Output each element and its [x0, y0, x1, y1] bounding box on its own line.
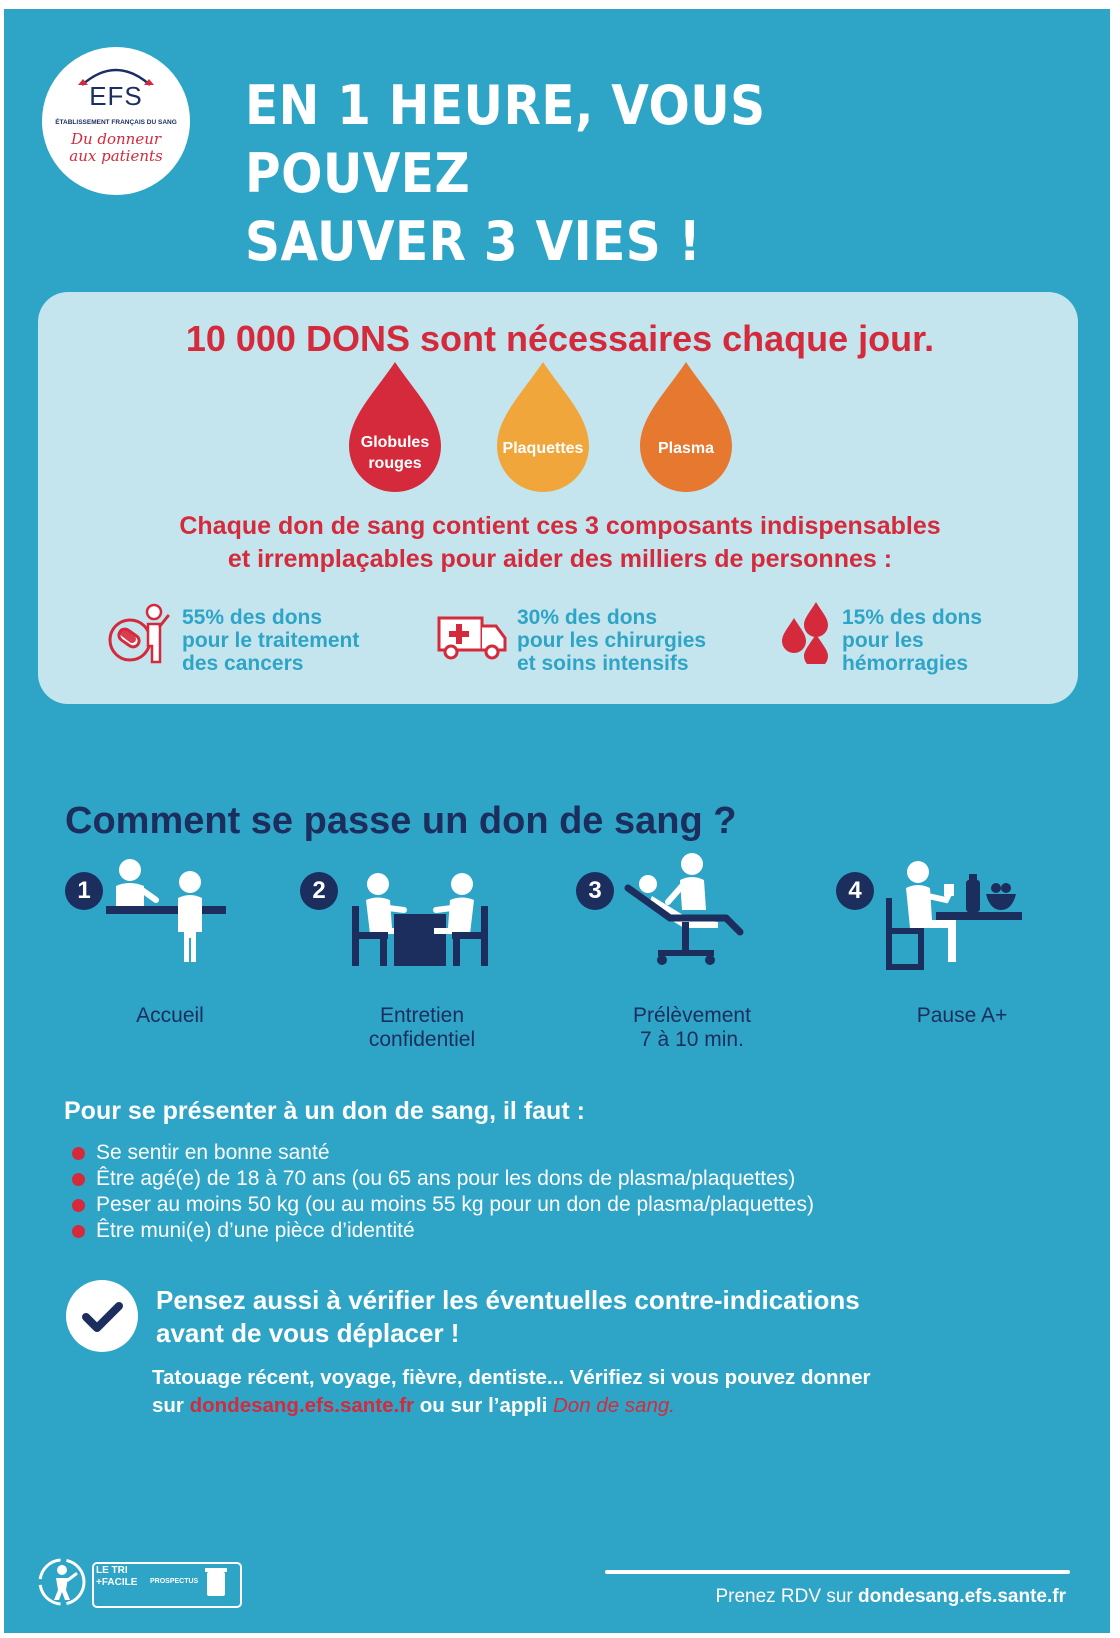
step-2-label-line1: Entretien [379, 1004, 465, 1027]
verify-body-line2 [152, 1392, 870, 1420]
logo-tagline-line2: aux patients [69, 147, 163, 165]
drop-label-plaquettes-line1: Plaquettes [502, 440, 584, 457]
requirement-item [72, 1140, 814, 1166]
step-1-label-line1: Accueil [136, 1004, 204, 1027]
stat-hemorragies-line1: 15% des dons [842, 606, 983, 629]
bullet-dot-icon [72, 1225, 85, 1238]
step-4-label [842, 1004, 1082, 1028]
stat-hemorragies-line2: pour les [842, 629, 924, 652]
step-1-badge: 1 [65, 872, 103, 910]
stat-chirurgies [517, 606, 706, 675]
step-2-badge: 2 [300, 872, 338, 910]
stat-cancers-line3: des cancers [182, 652, 304, 675]
stat-cancers-line1: 55% des dons [182, 606, 323, 629]
requirement-text: Être agé(e) de 18 à 70 ans (ou 65 ans pour les dons de plasma/plaquettes) [96, 1167, 796, 1190]
reception-icon [104, 858, 230, 968]
snack-break-icon [884, 858, 1024, 970]
logo-tagline-line1: Du donneur [70, 130, 162, 148]
requirement-item [72, 1166, 814, 1192]
stat-hemorragies [842, 606, 982, 675]
step-4-label-line1: Pause A+ [916, 1004, 1008, 1027]
stat-chirurgies-line1: 30% des dons [517, 606, 658, 629]
donations-title [0, 318, 1120, 360]
headline [245, 72, 983, 276]
step-3-label-line1: Prélèvement [633, 1004, 751, 1027]
footer-rdv [715, 1586, 1066, 1608]
patient-medicine-icon [104, 602, 170, 668]
stat-cancers [182, 606, 359, 675]
step-1-label [50, 1004, 290, 1028]
step-4-badge: 4 [836, 872, 874, 910]
logo-name: EFS [89, 81, 143, 111]
tri-label-line2: +FACILE [96, 1577, 138, 1588]
step-3-badge: 3 [576, 872, 614, 910]
checkmark-circle [66, 1280, 138, 1352]
verify-title-line1: Pensez aussi à vérifier les éventuelles contre-indications [156, 1285, 860, 1315]
step-3-label-line2: 7 à 10 min. [640, 1028, 744, 1051]
headline-line1: EN 1 HEURE, VOUS POUVEZ [245, 74, 766, 205]
blood-drops-icon [782, 600, 832, 664]
tri-product: PROSPECTUS [150, 1578, 199, 1585]
footer-rdv-link[interactable]: dondesang.efs.sante.fr [858, 1586, 1066, 1607]
stat-chirurgies-line3: et soins intensifs [517, 652, 689, 675]
bullet-dot-icon [72, 1173, 85, 1186]
ambulance-icon [436, 612, 508, 662]
requirement-text: Peser au moins 50 kg (ou au moins 55 kg pour un don de plasma/plaquettes) [96, 1193, 814, 1216]
logo-subtitle: ÉTABLISSEMENT FRANÇAIS DU SANG [55, 119, 177, 126]
bullet-dot-icon [72, 1147, 85, 1160]
step-2-label [302, 1004, 542, 1052]
verify-body-prefix: sur [152, 1394, 190, 1417]
requirements-list [72, 1140, 814, 1244]
requirement-text: Se sentir en bonne santé [96, 1141, 330, 1164]
requirement-item [72, 1218, 814, 1244]
drop-label-globules-rouges-line1: Globules [360, 434, 430, 451]
verify-body [152, 1364, 870, 1420]
blood-draw-icon [622, 852, 752, 968]
interview-icon [350, 870, 490, 970]
drop-label-globules-rouges-line2: rouges [368, 455, 422, 472]
step-3-label [572, 1004, 812, 1052]
recycling-person-icon [36, 1556, 88, 1608]
checkmark-icon [66, 1280, 138, 1352]
stat-hemorragies-line3: hémorragies [842, 652, 969, 675]
drop-plaquettes-icon [493, 362, 593, 492]
requirements-title: Pour se présenter à un don de sang, il faut : [64, 1097, 585, 1125]
footer-rdv-prefix: Prenez RDV sur [715, 1586, 858, 1607]
stat-cancers-line2: pour le traitement [182, 629, 360, 652]
logo-tagline [42, 131, 190, 165]
components-line2: et irremplaçables pour aider des milliers de personnes : [227, 545, 893, 573]
verify-body-middle: ou sur l’appli [414, 1394, 553, 1417]
requirement-item [72, 1192, 814, 1218]
components-text [60, 510, 1060, 576]
efs-logo [42, 47, 190, 195]
donations-title-rest: sont nécessaires chaque jour. [409, 318, 935, 359]
drop-label-globules-rouges [345, 432, 445, 474]
process-title: Comment se passe un don de sang ? [65, 800, 737, 842]
recycle-bin-icon [204, 1566, 228, 1598]
drop-label-plasma [636, 438, 736, 459]
verify-title-line2: avant de vous déplacer ! [156, 1318, 460, 1348]
stat-chirurgies-line2: pour les chirurgies [517, 629, 707, 652]
headline-line2: SAUVER 3 VIES ! [245, 210, 702, 273]
drop-label-plaquettes [493, 438, 593, 459]
components-line1: Chaque don de sang contient ces 3 composants indispensables [179, 512, 941, 540]
drop-plasma-icon [636, 362, 736, 492]
requirement-text: Être muni(e) d’une pièce d’identité [96, 1219, 415, 1242]
footer-divider [605, 1570, 1070, 1574]
step-2-label-line2: confidentiel [368, 1028, 476, 1051]
tri-label [96, 1565, 137, 1589]
drop-label-plasma-line1: Plasma [657, 440, 715, 457]
donations-title-strong: 10 000 DONS [185, 318, 410, 359]
verify-body-line1: Tatouage récent, voyage, fièvre, dentiste... Vérifiez si vous pouvez donner [152, 1366, 871, 1389]
app-name: Don de sang. [553, 1394, 675, 1417]
dondesang-link[interactable]: dondesang.efs.sante.fr [189, 1394, 415, 1417]
bullet-dot-icon [72, 1199, 85, 1212]
verify-title [156, 1284, 860, 1350]
tri-label-line1: LE TRI [96, 1565, 128, 1576]
